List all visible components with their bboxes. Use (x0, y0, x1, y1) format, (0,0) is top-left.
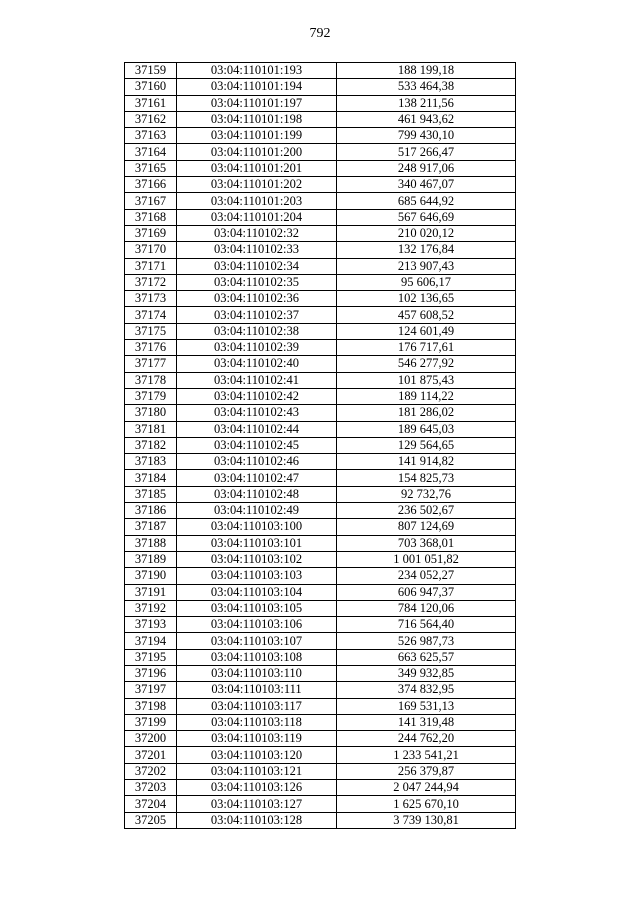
row-number-cell: 37164 (125, 144, 177, 160)
row-number-cell: 37193 (125, 617, 177, 633)
row-number-cell: 37179 (125, 388, 177, 404)
table-row (125, 633, 516, 649)
table-row (125, 812, 516, 828)
table-row (125, 63, 516, 79)
table-row (125, 177, 516, 193)
cadastral-number-cell: 03:04:110101:200 (177, 144, 337, 160)
row-number-cell: 37196 (125, 665, 177, 681)
table-row (125, 405, 516, 421)
row-number-cell: 37203 (125, 780, 177, 796)
table-row (125, 340, 516, 356)
page-number: 792 (309, 26, 331, 41)
table-row (125, 617, 516, 633)
row-number-cell: 37187 (125, 519, 177, 535)
cadastral-number-cell: 03:04:110102:38 (177, 323, 337, 339)
row-number-cell: 37178 (125, 372, 177, 388)
cadastral-number-cell: 03:04:110103:106 (177, 617, 337, 633)
cadastral-number-cell: 03:04:110102:46 (177, 454, 337, 470)
cadastral-number-cell: 03:04:110102:37 (177, 307, 337, 323)
value-cell: 799 430,10 (337, 128, 516, 144)
row-number-cell: 37202 (125, 763, 177, 779)
table-row (125, 665, 516, 681)
value-cell: 546 277,92 (337, 356, 516, 372)
value-cell: 176 717,61 (337, 340, 516, 356)
row-number-cell: 37186 (125, 503, 177, 519)
table-row (125, 372, 516, 388)
cadastral-number-cell: 03:04:110102:39 (177, 340, 337, 356)
value-cell: 181 286,02 (337, 405, 516, 421)
row-number-cell: 37181 (125, 421, 177, 437)
table-row (125, 291, 516, 307)
table-row (125, 649, 516, 665)
row-number-cell: 37167 (125, 193, 177, 209)
row-number-cell: 37201 (125, 747, 177, 763)
cadastral-number-cell: 03:04:110102:49 (177, 503, 337, 519)
cadastral-number-cell: 03:04:110102:48 (177, 486, 337, 502)
cadastral-number-cell: 03:04:110102:41 (177, 372, 337, 388)
value-cell: 210 020,12 (337, 225, 516, 241)
table-row (125, 323, 516, 339)
cadastral-number-cell: 03:04:110103:117 (177, 698, 337, 714)
table-row (125, 421, 516, 437)
row-number-cell: 37205 (125, 812, 177, 828)
table-row (125, 307, 516, 323)
cadastral-number-cell: 03:04:110102:32 (177, 225, 337, 241)
table-row (125, 388, 516, 404)
cadastral-number-cell: 03:04:110103:103 (177, 568, 337, 584)
row-number-cell: 37192 (125, 600, 177, 616)
row-number-cell: 37173 (125, 291, 177, 307)
cadastral-number-cell: 03:04:110101:197 (177, 95, 337, 111)
table-row (125, 503, 516, 519)
table-row (125, 356, 516, 372)
cadastral-number-cell: 03:04:110101:204 (177, 209, 337, 225)
cadastral-number-cell: 03:04:110102:42 (177, 388, 337, 404)
cadastral-number-cell: 03:04:110103:118 (177, 714, 337, 730)
cadastral-number-cell: 03:04:110101:201 (177, 160, 337, 176)
table-row (125, 437, 516, 453)
value-cell: 374 832,95 (337, 682, 516, 698)
value-cell: 154 825,73 (337, 470, 516, 486)
value-cell: 517 266,47 (337, 144, 516, 160)
row-number-cell: 37185 (125, 486, 177, 502)
table-row (125, 470, 516, 486)
cadastral-number-cell: 03:04:110103:110 (177, 665, 337, 681)
row-number-cell: 37176 (125, 340, 177, 356)
value-cell: 526 987,73 (337, 633, 516, 649)
row-number-cell: 37166 (125, 177, 177, 193)
row-number-cell: 37174 (125, 307, 177, 323)
value-cell: 1 001 051,82 (337, 551, 516, 567)
registry-table-body (125, 63, 516, 829)
value-cell: 141 319,48 (337, 714, 516, 730)
table-row (125, 698, 516, 714)
table-row (125, 225, 516, 241)
row-number-cell: 37194 (125, 633, 177, 649)
cadastral-number-cell: 03:04:110102:34 (177, 258, 337, 274)
table-row (125, 763, 516, 779)
table-row (125, 714, 516, 730)
table-row (125, 600, 516, 616)
table-row (125, 128, 516, 144)
value-cell: 703 368,01 (337, 535, 516, 551)
cadastral-number-cell: 03:04:110102:40 (177, 356, 337, 372)
row-number-cell: 37204 (125, 796, 177, 812)
row-number-cell: 37169 (125, 225, 177, 241)
table-row (125, 486, 516, 502)
row-number-cell: 37190 (125, 568, 177, 584)
value-cell: 716 564,40 (337, 617, 516, 633)
value-cell: 234 052,27 (337, 568, 516, 584)
cadastral-number-cell: 03:04:110103:120 (177, 747, 337, 763)
row-number-cell: 37161 (125, 95, 177, 111)
value-cell: 188 199,18 (337, 63, 516, 79)
value-cell: 349 932,85 (337, 665, 516, 681)
row-number-cell: 37189 (125, 551, 177, 567)
cadastral-number-cell: 03:04:110102:43 (177, 405, 337, 421)
cadastral-number-cell: 03:04:110103:105 (177, 600, 337, 616)
row-number-cell: 37191 (125, 584, 177, 600)
table-row (125, 584, 516, 600)
table-row (125, 682, 516, 698)
table-row (125, 780, 516, 796)
value-cell: 124 601,49 (337, 323, 516, 339)
table-row (125, 796, 516, 812)
cadastral-number-cell: 03:04:110103:128 (177, 812, 337, 828)
row-number-cell: 37172 (125, 274, 177, 290)
cadastral-number-cell: 03:04:110102:45 (177, 437, 337, 453)
value-cell: 141 914,82 (337, 454, 516, 470)
row-number-cell: 37188 (125, 535, 177, 551)
value-cell: 95 606,17 (337, 274, 516, 290)
value-cell: 461 943,62 (337, 111, 516, 127)
cadastral-number-cell: 03:04:110103:100 (177, 519, 337, 535)
cadastral-number-cell: 03:04:110103:102 (177, 551, 337, 567)
cadastral-number-cell: 03:04:110103:119 (177, 731, 337, 747)
cadastral-number-cell: 03:04:110103:126 (177, 780, 337, 796)
row-number-cell: 37171 (125, 258, 177, 274)
value-cell: 1 625 670,10 (337, 796, 516, 812)
value-cell: 244 762,20 (337, 731, 516, 747)
value-cell: 784 120,06 (337, 600, 516, 616)
table-row (125, 144, 516, 160)
value-cell: 189 645,03 (337, 421, 516, 437)
value-cell: 248 917,06 (337, 160, 516, 176)
table-row (125, 454, 516, 470)
cadastral-number-cell: 03:04:110102:47 (177, 470, 337, 486)
cadastral-number-cell: 03:04:110101:202 (177, 177, 337, 193)
cadastral-number-cell: 03:04:110101:203 (177, 193, 337, 209)
row-number-cell: 37183 (125, 454, 177, 470)
table-row (125, 258, 516, 274)
cadastral-number-cell: 03:04:110103:101 (177, 535, 337, 551)
value-cell: 533 464,38 (337, 79, 516, 95)
table-row (125, 274, 516, 290)
table-row (125, 95, 516, 111)
table-row (125, 535, 516, 551)
value-cell: 236 502,67 (337, 503, 516, 519)
table-row (125, 519, 516, 535)
table-row (125, 747, 516, 763)
table-row (125, 731, 516, 747)
cadastral-number-cell: 03:04:110101:199 (177, 128, 337, 144)
table-row (125, 160, 516, 176)
value-cell: 606 947,37 (337, 584, 516, 600)
value-cell: 129 564,65 (337, 437, 516, 453)
value-cell: 457 608,52 (337, 307, 516, 323)
table-row (125, 209, 516, 225)
value-cell: 256 379,87 (337, 763, 516, 779)
cadastral-number-cell: 03:04:110103:107 (177, 633, 337, 649)
row-number-cell: 37160 (125, 79, 177, 95)
row-number-cell: 37165 (125, 160, 177, 176)
cadastral-number-cell: 03:04:110103:111 (177, 682, 337, 698)
value-cell: 2 047 244,94 (337, 780, 516, 796)
value-cell: 102 136,65 (337, 291, 516, 307)
value-cell: 567 646,69 (337, 209, 516, 225)
row-number-cell: 37163 (125, 128, 177, 144)
value-cell: 340 467,07 (337, 177, 516, 193)
row-number-cell: 37198 (125, 698, 177, 714)
row-number-cell: 37199 (125, 714, 177, 730)
cadastral-number-cell: 03:04:110103:104 (177, 584, 337, 600)
row-number-cell: 37175 (125, 323, 177, 339)
value-cell: 213 907,43 (337, 258, 516, 274)
table-row (125, 242, 516, 258)
table-row (125, 193, 516, 209)
row-number-cell: 37200 (125, 731, 177, 747)
value-cell: 189 114,22 (337, 388, 516, 404)
table-row (125, 568, 516, 584)
cadastral-number-cell: 03:04:110101:198 (177, 111, 337, 127)
value-cell: 101 875,43 (337, 372, 516, 388)
table-row (125, 551, 516, 567)
row-number-cell: 37184 (125, 470, 177, 486)
cadastral-number-cell: 03:04:110102:35 (177, 274, 337, 290)
table-row (125, 111, 516, 127)
row-number-cell: 37182 (125, 437, 177, 453)
value-cell: 1 233 541,21 (337, 747, 516, 763)
value-cell: 663 625,57 (337, 649, 516, 665)
row-number-cell: 37170 (125, 242, 177, 258)
cadastral-number-cell: 03:04:110103:127 (177, 796, 337, 812)
value-cell: 807 124,69 (337, 519, 516, 535)
row-number-cell: 37162 (125, 111, 177, 127)
cadastral-number-cell: 03:04:110102:44 (177, 421, 337, 437)
row-number-cell: 37195 (125, 649, 177, 665)
value-cell: 92 732,76 (337, 486, 516, 502)
row-number-cell: 37197 (125, 682, 177, 698)
value-cell: 132 176,84 (337, 242, 516, 258)
row-number-cell: 37159 (125, 63, 177, 79)
cadastral-number-cell: 03:04:110102:36 (177, 291, 337, 307)
cadastral-number-cell: 03:04:110101:194 (177, 79, 337, 95)
row-number-cell: 37168 (125, 209, 177, 225)
value-cell: 685 644,92 (337, 193, 516, 209)
registry-table (124, 62, 516, 829)
value-cell: 169 531,13 (337, 698, 516, 714)
cadastral-number-cell: 03:04:110103:121 (177, 763, 337, 779)
value-cell: 3 739 130,81 (337, 812, 516, 828)
cadastral-number-cell: 03:04:110101:193 (177, 63, 337, 79)
cadastral-number-cell: 03:04:110103:108 (177, 649, 337, 665)
cadastral-number-cell: 03:04:110102:33 (177, 242, 337, 258)
row-number-cell: 37180 (125, 405, 177, 421)
table-row (125, 79, 516, 95)
value-cell: 138 211,56 (337, 95, 516, 111)
row-number-cell: 37177 (125, 356, 177, 372)
